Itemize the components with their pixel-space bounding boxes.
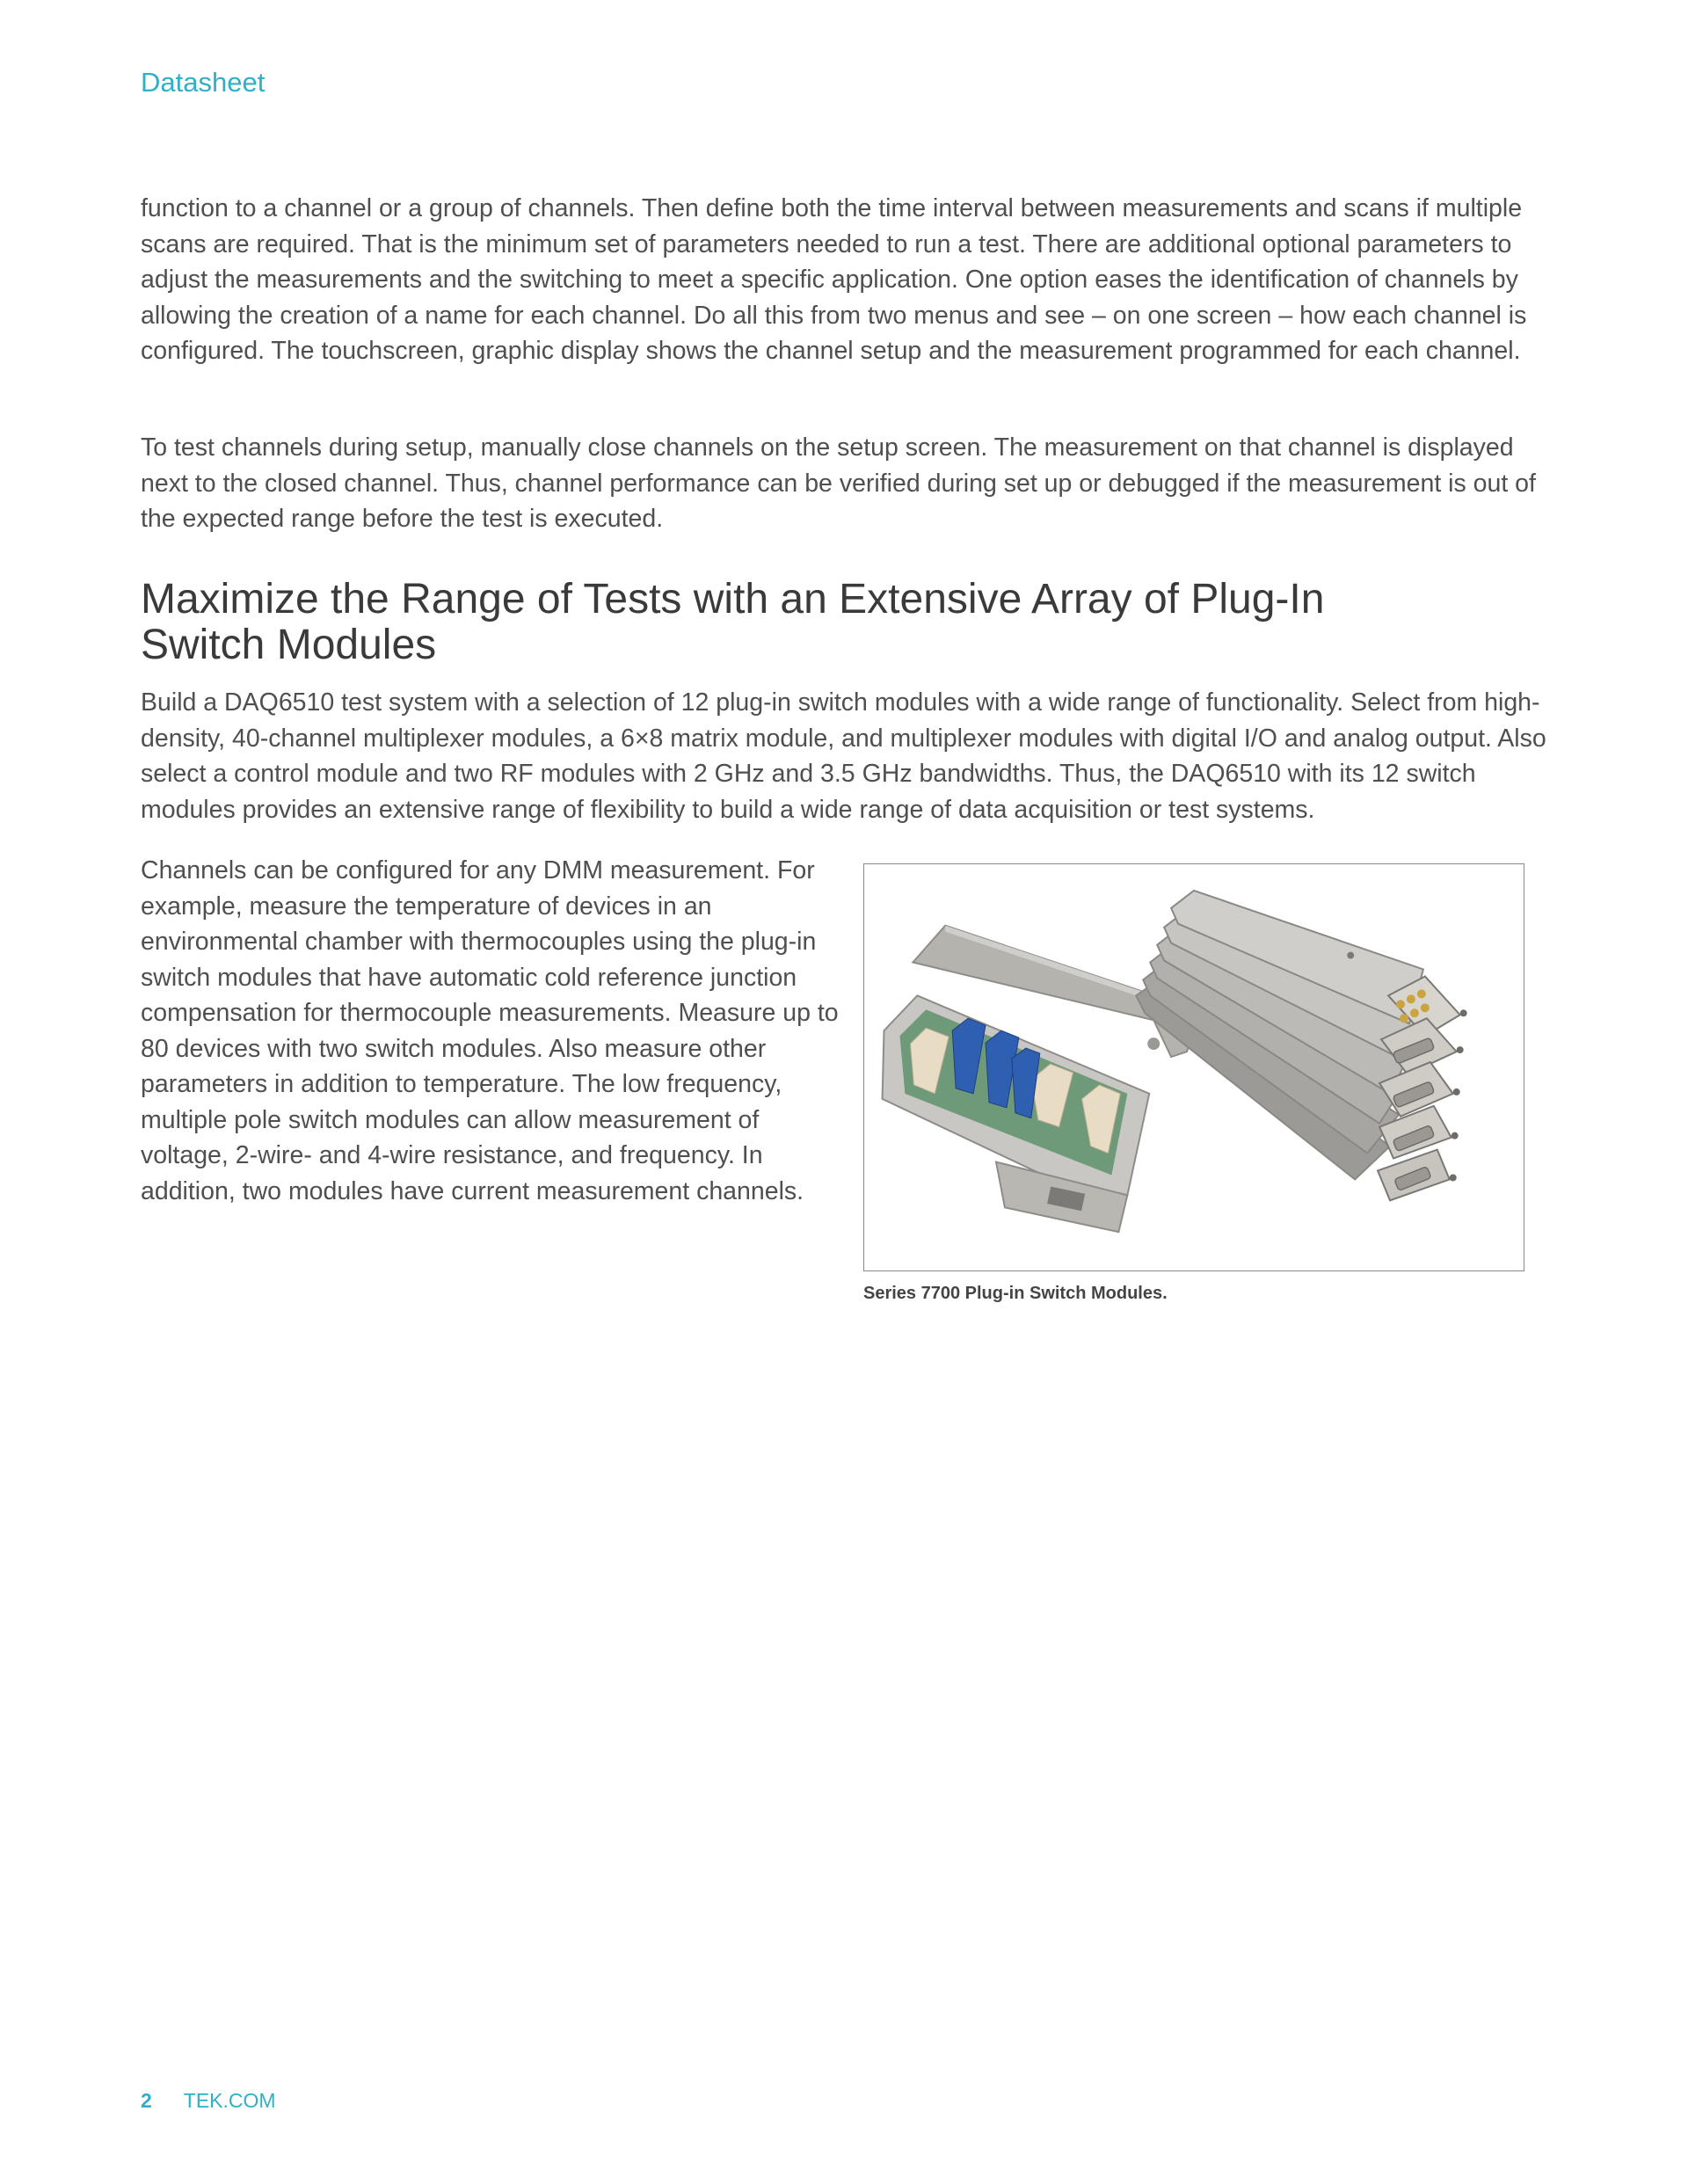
site-link[interactable]: TEK.COM <box>183 2089 276 2112</box>
section-heading: Maximize the Range of Tests with an Extensive Array of Plug-In Switch Modules <box>141 576 1325 668</box>
document-type-label: Datasheet <box>141 67 266 98</box>
switch-modules-photo <box>863 863 1524 1271</box>
body-paragraph-3: Build a DAQ6510 test system with a selection of 12 plug-in switch modules with a wide range of functionality. Select from high-density, 40-channel multiplexer modules, a 6×8 matrix module, and multiplexer modules with digital I/O and analog output. Also select a control module and two RF modules with 2 GHz and 3.5 GHz bandwidths. Thus, the DAQ6510 with its 12 switch modules provides an extensive range of flexibility to build a wide range of data acquisition or test systems. <box>141 688 1546 824</box>
page-footer <box>141 2089 276 2113</box>
figure-caption: Series 7700 Plug-in Switch Modules. <box>863 1284 1168 1303</box>
switch-modules-illustration <box>864 864 1524 1270</box>
page-number: 2 <box>141 2089 152 2112</box>
body-paragraph-4: Channels can be configured for any DMM measurement. For example, measure the temperature of devices in an environmental chamber with thermocouples using the plug-in switch modules that have automatic cold reference junction compensation for thermocouple measurements. Measure up to 80 devices with two switch modules. Also measure other parameters in addition to temperature. The low frequency, multiple pole switch modules can allow measurement of voltage, 2-wire- and 4-wire resistance, and frequency. In addition, two modules have current measurement channels. <box>141 856 839 1205</box>
body-paragraph-2: To test channels during setup, manually close channels on the setup screen. The measurement on that channel is displayed next to the closed channel. Thus, channel performance can be verified during set up or debugged if the measurement is out of the expected range before the test is executed. <box>141 433 1536 533</box>
body-paragraph-1: function to a channel or a group of channels. Then define both the time interval between measurements and scans if multiple scans are required. That is the minimum set of parameters needed to run a test. There are additional optional parameters to adjust the measurements and the switching to meet a specific application. One option eases the identification of channels by allowing the creation of a name for each channel. Do all this from two menus and see – on one screen – how each channel is configured. The touchscreen, graphic display shows the channel setup and the measurement programmed for each channel. <box>141 194 1527 365</box>
